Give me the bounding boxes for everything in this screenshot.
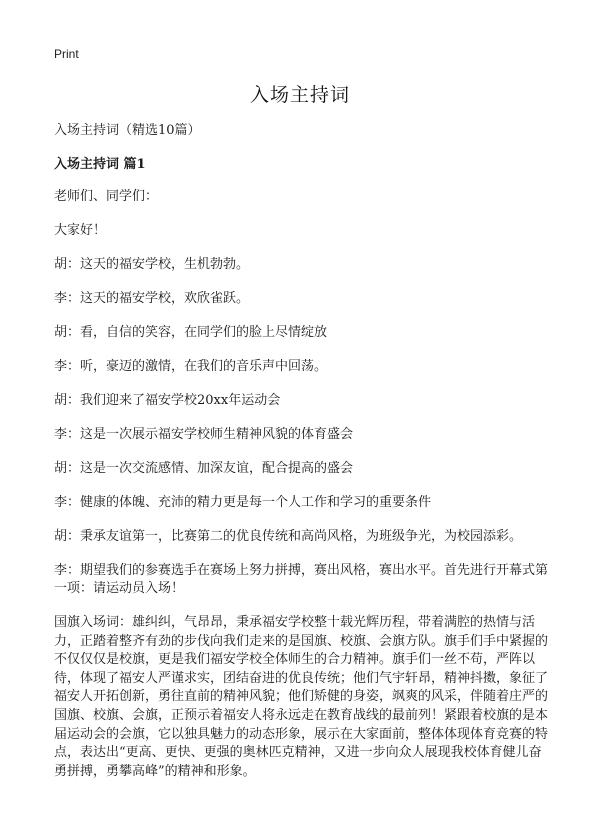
paragraph-line: 胡：看，自信的笑容，在同学们的脸上尽情绽放	[54, 325, 328, 340]
paragraph-line: 李：听，豪迈的激情，在我们的音乐声中回荡。	[54, 359, 328, 374]
print-label: Print	[54, 47, 79, 61]
paragraph-line: 李：期望我们的参赛选手在赛场上努力拼搏，赛出风格，赛出水平。首先进行开幕式第一项：请运动员入场！	[54, 563, 549, 596]
paragraph-line: 李：这是一次展示福安学校师生精神风貌的体育盛会	[54, 427, 354, 442]
document-title: 入场主持词	[249, 84, 350, 106]
paragraph-line: 李：这天的福安学校，欢欣雀跃。	[54, 291, 250, 306]
paragraph-line: 胡：这是一次交流感情、加深友谊，配合提高的盛会	[54, 461, 354, 476]
paragraph-line: 李：健康的体魄、充沛的精力更是每一个人工作和学习的重要条件	[54, 495, 432, 510]
document-body	[54, 122, 554, 781]
paragraph-greeting: 老师们、同学们：	[54, 189, 159, 204]
paragraph-hello: 大家好！	[54, 223, 107, 238]
paragraph-flag-entry: 国旗入场词：雄纠纠，气昂昂，秉承福安学校整十载光辉历程，带着满腔的热情与活力，正踏着整齐有劲的步伐向我们走来的是国旗、校旗、会旗方队。旗手们手中紧握的不仅仅仅是校旗，更是我们福安学校全体师生的合力精神。旗手们一丝不苟，严阵以待，体现了福安人严谨求实，团结奋进的优良传统；他们气宇轩昂，精神抖擞，象征了福安人开拓创新，勇往直前的精神风貌；他们矫健的身姿，飒爽的风采，伴随着庄严的国旗、校旗、会旗，正预示着福安人将永远走在教育战线的最前列！紧跟着校旗的是本届运动会的会旗，它以独具魅力的动态形象，展示在大家面前，整体体现体育竞赛的特点，表达出“更高、更快、更强的奥林匹克精神，又进一步向众人展现我校体育健儿奋勇拼搏，勇攀高峰”的精神和形象。	[54, 615, 549, 779]
document-subtitle: 入场主持词（精选10篇）	[54, 123, 201, 138]
paragraph-line: 胡：我们迎来了福安学校20xx年运动会	[54, 393, 281, 408]
paragraph-line: 胡：这天的福安学校，生机勃勃。	[54, 257, 250, 272]
section-heading: 入场主持词 篇1	[54, 157, 146, 172]
paragraph-line: 胡：秉承友谊第一，比赛第二的优良传统和高尚风格，为班级争光，为校园添彩。	[54, 529, 523, 544]
